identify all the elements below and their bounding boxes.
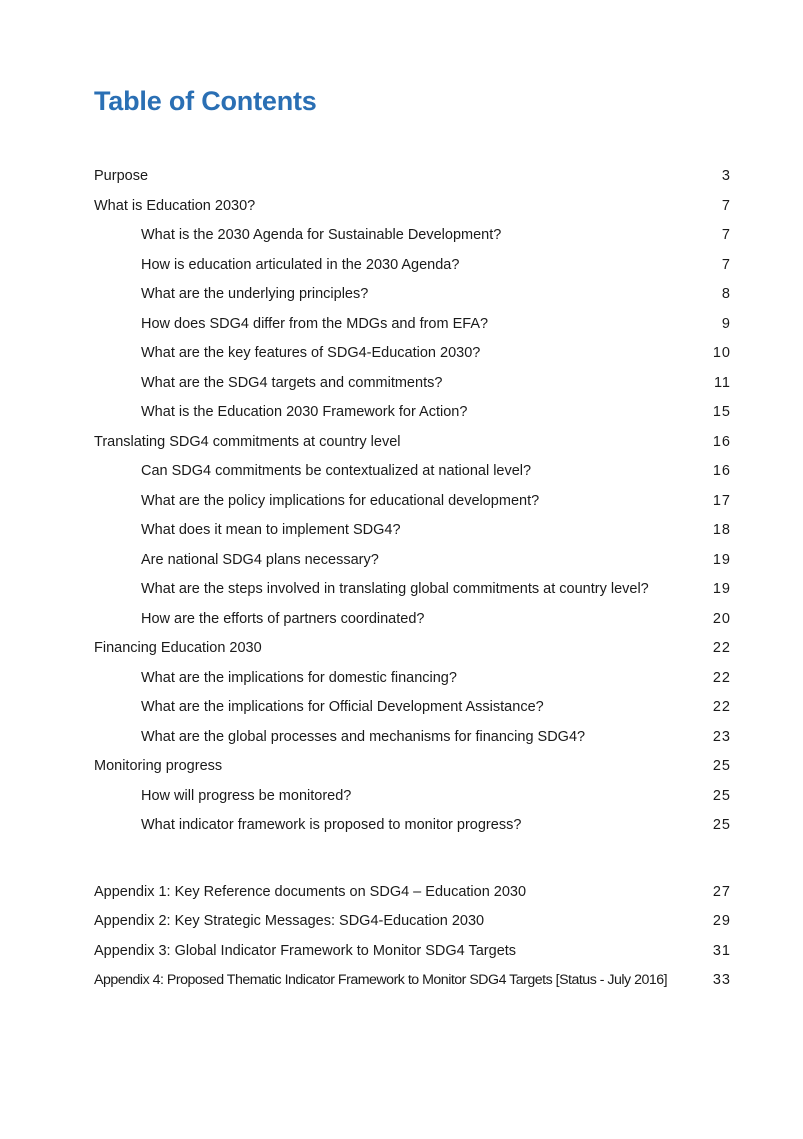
toc-entry-label: What is the Education 2030 Framework for Action? — [141, 404, 468, 420]
toc-subentry[interactable] — [94, 487, 734, 517]
toc-subentry[interactable] — [94, 310, 734, 340]
toc-entry-page: 16 — [712, 463, 731, 479]
toc-entry-page: 25 — [712, 817, 731, 833]
appendix-list — [94, 878, 734, 995]
appendix-entry-page: 33 — [712, 971, 731, 988]
toc-entry-page: 19 — [712, 551, 731, 568]
page-title: Table of Contents — [94, 86, 317, 116]
appendix-entry[interactable] — [94, 878, 734, 907]
toc-list — [94, 162, 734, 841]
toc-entry-page: 7 — [721, 197, 731, 214]
toc-entry-page: 25 — [712, 787, 731, 804]
appendix-entry-label: Appendix 4: Proposed Thematic Indicator Framework to Monitor SDG4 Targets [Status - July 2016] — [94, 971, 668, 988]
appendix-entry-page: 31 — [712, 942, 731, 959]
toc-subentry[interactable] — [94, 782, 734, 812]
toc-entry-label: How is education articulated in the 2030 Agenda? — [141, 256, 460, 273]
toc-entry-label: How will progress be monitored? — [141, 787, 352, 804]
toc-entry[interactable] — [94, 752, 734, 782]
toc-subentry[interactable] — [94, 605, 734, 635]
toc-entry-page: 3 — [721, 168, 731, 184]
toc-entry-label: How are the efforts of partners coordinated? — [141, 610, 425, 627]
toc-entry[interactable] — [94, 192, 734, 222]
toc-entry-label: What indicator framework is proposed to monitor progress? — [141, 817, 522, 833]
toc-entry-page: 11 — [713, 374, 731, 391]
toc-entry-label: Monitoring progress — [94, 758, 223, 774]
toc-entry-label: Are national SDG4 plans necessary? — [141, 551, 379, 568]
toc-subentry[interactable] — [94, 280, 734, 310]
appendix-entry[interactable] — [94, 937, 734, 966]
toc-entry-page: 9 — [721, 315, 731, 332]
toc-entry[interactable] — [94, 428, 734, 458]
appendix-entry-label: Appendix 2: Key Strategic Messages: SDG4-Education 2030 — [94, 913, 485, 930]
toc-entry-page: 10 — [712, 345, 731, 361]
toc-subentry[interactable] — [94, 398, 734, 428]
toc-subentry[interactable] — [94, 251, 734, 281]
toc-entry-label: What are the implications for domestic financing? — [141, 669, 457, 686]
toc-entry-label: What does it mean to implement SDG4? — [141, 522, 401, 538]
toc-entry-label: How does SDG4 differ from the MDGs and from EFA? — [141, 315, 489, 332]
toc-entry[interactable] — [94, 162, 734, 192]
toc-entry-label: What are the SDG4 targets and commitments? — [141, 374, 443, 391]
toc-entry-page: 16 — [712, 433, 731, 450]
toc-entry-page: 19 — [712, 581, 731, 597]
toc-subentry[interactable] — [94, 457, 734, 487]
toc-entry-label: Purpose — [94, 168, 149, 184]
toc-entry[interactable] — [94, 634, 734, 664]
toc-entry-page: 20 — [712, 610, 731, 627]
toc-entry-page: 18 — [712, 522, 731, 538]
toc-subentry[interactable] — [94, 369, 734, 399]
toc-subentry[interactable] — [94, 221, 734, 251]
toc-entry-label: Can SDG4 commitments be contextualized at national level? — [141, 463, 532, 479]
toc-entry-label: What are the global processes and mechanisms for financing SDG4? — [141, 728, 586, 745]
toc-subentry[interactable] — [94, 546, 734, 576]
toc-subentry[interactable] — [94, 693, 734, 723]
toc-entry-page: 22 — [712, 669, 731, 686]
appendix-entry[interactable] — [94, 907, 734, 936]
appendix-entry-page: 29 — [712, 913, 731, 930]
toc-entry-page: 22 — [712, 699, 731, 715]
toc-entry-page: 15 — [712, 404, 731, 420]
toc-entry-label: What are the implications for Official Development Assistance? — [141, 699, 544, 715]
toc-entry-label: What are the steps involved in translating global commitments at country level? — [141, 581, 649, 597]
toc-entry-label: What are the underlying principles? — [141, 286, 369, 302]
toc-subentry[interactable] — [94, 723, 734, 753]
toc-entry-label: What are the key features of SDG4-Education 2030? — [141, 345, 481, 361]
toc-entry-label: Financing Education 2030 — [94, 640, 262, 656]
toc-subentry[interactable] — [94, 339, 734, 369]
toc-subentry[interactable] — [94, 811, 734, 841]
toc-entry-page: 22 — [712, 640, 731, 656]
toc-entry-page: 23 — [712, 728, 731, 745]
toc-entry-label: What are the policy implications for educational development? — [141, 492, 540, 509]
toc-entry-page: 25 — [712, 758, 731, 774]
appendix-entry-label: Appendix 1: Key Reference documents on SDG4 – Education 2030 — [94, 884, 527, 900]
toc-subentry[interactable] — [94, 516, 734, 546]
toc-subentry[interactable] — [94, 575, 734, 605]
toc-entry-page: 7 — [721, 256, 731, 273]
toc-subentry[interactable] — [94, 664, 734, 694]
appendix-entry[interactable] — [94, 966, 734, 995]
toc-entry-label: Translating SDG4 commitments at country level — [94, 433, 401, 450]
toc-entry-page: 7 — [721, 227, 731, 243]
toc-entry-page: 17 — [712, 492, 731, 509]
appendix-entry-label: Appendix 3: Global Indicator Framework to Monitor SDG4 Targets — [94, 942, 517, 959]
appendix-entry-page: 27 — [712, 884, 731, 900]
toc-entry-label: What is the 2030 Agenda for Sustainable Development? — [141, 227, 502, 243]
toc-entry-label: What is Education 2030? — [94, 197, 256, 214]
toc-entry-page: 8 — [721, 286, 731, 302]
